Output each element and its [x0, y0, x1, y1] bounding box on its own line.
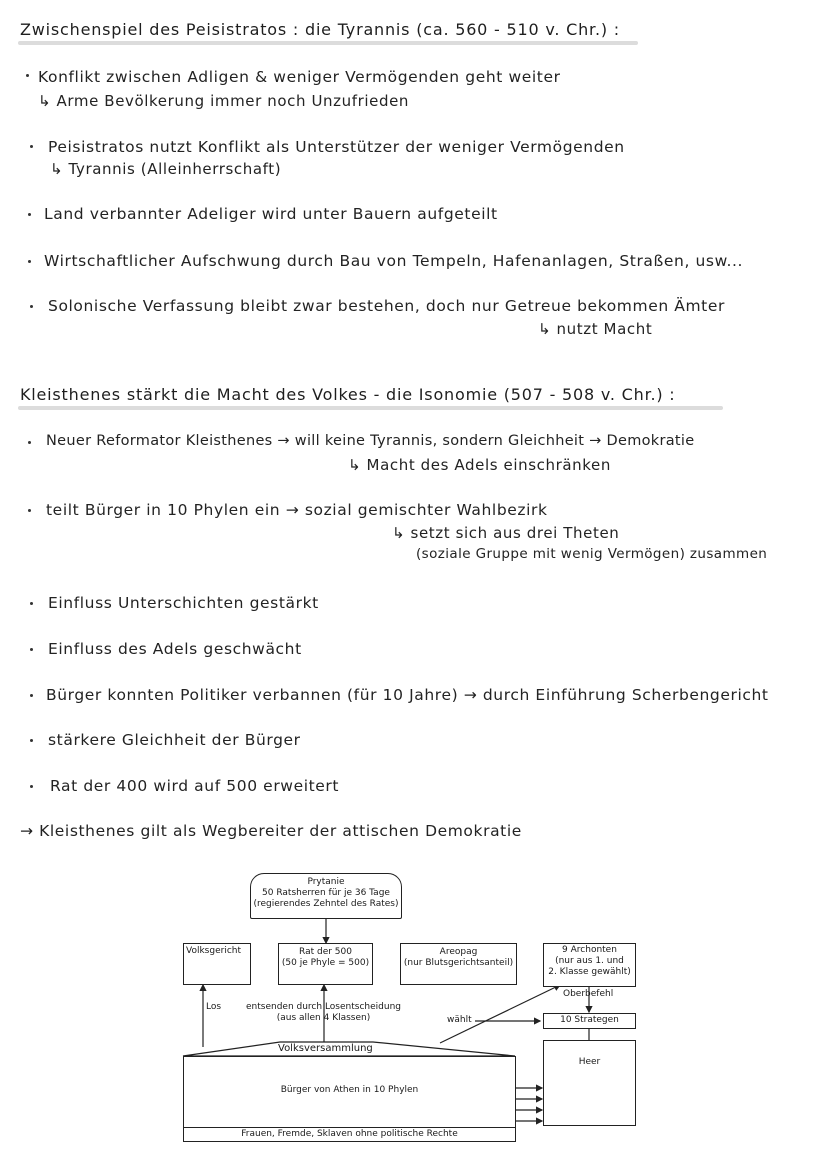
- s2-bullet-1-sub: ↳ Macht des Adels einschränken: [348, 456, 611, 474]
- s1-bullet-2: Peisistratos nutzt Konflikt als Unterstützer der weniger Vermögenden: [48, 138, 625, 156]
- s2-bullet-7: Rat der 400 wird auf 500 erweitert: [50, 777, 340, 795]
- volksgericht-box: [183, 943, 251, 985]
- s2-bullet-5: Bürger konnten Politiker verbannen (für 10 Jahre) → durch Einführung Scherbengericht: [46, 686, 769, 704]
- rat-line2: (50 je Phyle = 500): [281, 958, 370, 968]
- archonten-line2: (nur aus 1. und: [555, 956, 624, 966]
- buerger-label: Bürger von Athen in 10 Phylen: [280, 1085, 419, 1095]
- prytanie-line3: (regierendes Zehntel des Rates): [253, 899, 399, 909]
- s2-conclusion: → Kleisthenes gilt als Wegbereiter der attischen Demokratie: [20, 822, 522, 840]
- s2-bullet-2-sub: ↳ setzt sich aus drei Theten: [392, 524, 620, 542]
- s1-bullet-1: Konflikt zwischen Adligen & weniger Vermögenden geht weiter: [38, 68, 561, 86]
- section2-title: Kleisthenes stärkt die Macht des Volkes - die Isonomie (507 - 508 v. Chr.) :: [20, 385, 676, 404]
- prytanie-box: [250, 873, 402, 919]
- strategen-label: 10 Strategen: [560, 1015, 619, 1025]
- s2-bullet-2-sub2: (soziale Gruppe mit wenig Vermögen) zusammen: [416, 546, 768, 562]
- areopag-box: [400, 943, 517, 985]
- s2-bullet-4: Einfluss des Adels geschwächt: [48, 640, 302, 658]
- entsenden-label: [246, 1002, 401, 1024]
- s1-bullet-1-sub: ↳ Arme Bevölkerung immer noch Unzufrieden: [38, 92, 410, 110]
- oberbefehl-label: Oberbefehl: [563, 989, 614, 999]
- volksversammlung-label: Volksversammlung: [278, 1043, 373, 1054]
- entsenden-line1: entsenden durch Losentscheidung: [246, 1002, 401, 1012]
- section1-title: Zwischenspiel des Peisistratos : die Tyrannis (ca. 560 - 510 v. Chr.) :: [20, 20, 620, 39]
- buerger-box: [183, 1056, 516, 1128]
- areopag-title: Areopag: [439, 947, 478, 957]
- archonten-line3: 2. Klasse gewählt): [548, 967, 631, 977]
- s1-bullet-5-sub: ↳ nutzt Macht: [538, 320, 653, 338]
- prytanie-line2: 50 Ratsherren für je 36 Tage: [262, 888, 390, 898]
- volksgericht-label: Volksgericht: [186, 946, 241, 956]
- waehlt-label: wählt: [447, 1015, 472, 1025]
- rat-title: Rat der 500: [299, 947, 352, 957]
- ohne-rechte-label: Frauen, Fremde, Sklaven ohne politische Rechte: [241, 1129, 458, 1139]
- archonten-box: [543, 943, 636, 987]
- strategen-box: [543, 1013, 636, 1029]
- prytanie-title: Prytanie: [307, 877, 345, 887]
- heer-box: [543, 1040, 636, 1126]
- los-label: Los: [206, 1002, 222, 1012]
- ohne-rechte-box: [183, 1127, 516, 1142]
- s2-bullet-2: teilt Bürger in 10 Phylen ein → sozial gemischter Wahlbezirk: [46, 501, 548, 519]
- s2-bullet-6: stärkere Gleichheit der Bürger: [48, 731, 301, 749]
- s1-bullet-4: Wirtschaftlicher Aufschwung durch Bau von Tempeln, Hafenanlagen, Straßen, usw...: [44, 252, 744, 270]
- entsenden-line2: (aus allen 4 Klassen): [276, 1013, 371, 1023]
- rat-box: [278, 943, 373, 985]
- heer-label: Heer: [578, 1057, 601, 1067]
- s1-bullet-3: Land verbannter Adeliger wird unter Bauern aufgeteilt: [44, 205, 498, 223]
- areopag-line2: (nur Blutsgerichtsanteil): [403, 958, 514, 968]
- s1-bullet-5: Solonische Verfassung bleibt zwar bestehen, doch nur Getreue bekommen Ämter: [48, 297, 725, 315]
- s2-bullet-1: Neuer Reformator Kleisthenes → will keine Tyrannis, sondern Gleichheit → Demokratie: [46, 433, 695, 449]
- s2-bullet-3: Einfluss Unterschichten gestärkt: [48, 594, 319, 612]
- s1-bullet-2-sub: ↳ Tyrannis (Alleinherrschaft): [50, 160, 282, 178]
- archonten-title: 9 Archonten: [562, 945, 617, 955]
